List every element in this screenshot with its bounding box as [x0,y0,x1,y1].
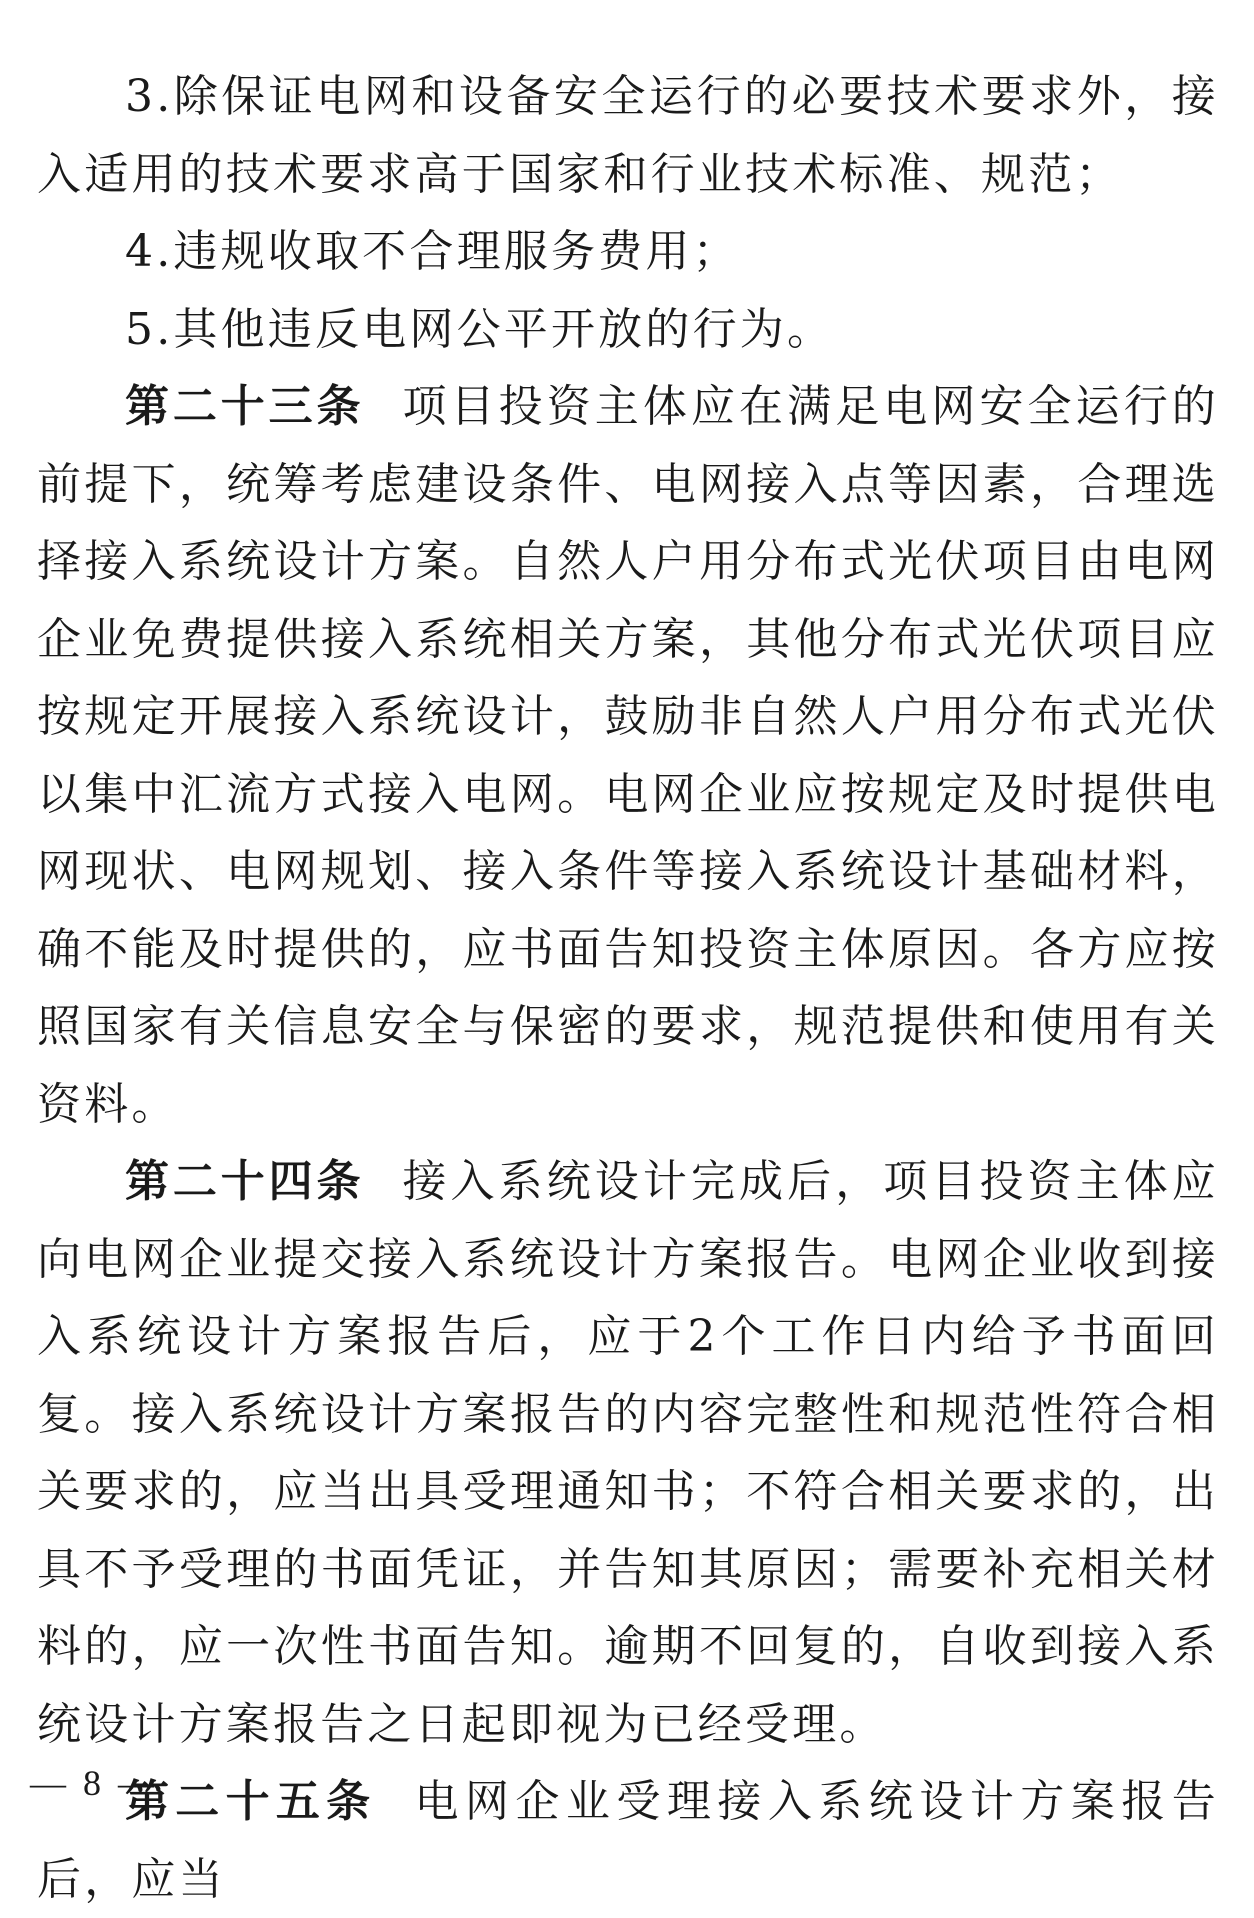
list-item-3: 3.除保证电网和设备安全运行的必要技术要求外，接入适用的技术要求高于国家和行业技术标准、规范； [37,71,1219,200]
article-23-heading: 第二十三条 [125,381,365,432]
article-24 [37,1143,1219,1763]
article-25 [37,1763,1219,1918]
page-number: — 8 — [30,1763,158,1803]
article-25-body: 电网企业受理接入系统设计方案报告后，应当 [37,1776,1219,1905]
document-page [37,58,1219,1918]
article-23 [37,368,1219,1143]
article-25-heading: 第二十五条 [125,1776,377,1827]
article-24-heading: 第二十四条 [125,1156,365,1207]
article-24-body: 接入系统设计完成后，项目投资主体应向电网企业提交接入系统设计方案报告。电网企业收到接入系统设计方案报告后，应于2个工作日内给予书面回复。接入系统设计方案报告的内容完整性和规范性符合相关要求的，应当出具受理通知书；不符合相关要求的，出具不予受理的书面凭证，并告知其原因；需要补充相关材料的，应一次性书面告知。逾期不回复的，自收到接入系统设计方案报告之日起即视为已经受理。 [37,1156,1220,1750]
article-23-body: 项目投资主体应在满足电网安全运行的前提下，统筹考虑建设条件、电网接入点等因素，合理选择接入系统设计方案。自然人户用分布式光伏项目由电网企业免费提供接入系统相关方案，其他分布式光伏项目应按规定开展接入系统设计，鼓励非自然人户用分布式光伏以集中汇流方式接入电网。电网企业应按规定及时提供电网现状、电网规划、接入条件等接入系统设计基础材料，确不能及时提供的，应书面告知投资主体原因。各方应按照国家有关信息安全与保密的要求，规范提供和使用有关资料。 [37,381,1220,1130]
list-item-5: 5.其他违反电网公平开放的行为。 [125,303,835,355]
list-item-4: 4.违规收取不合理服务费用； [125,226,740,277]
